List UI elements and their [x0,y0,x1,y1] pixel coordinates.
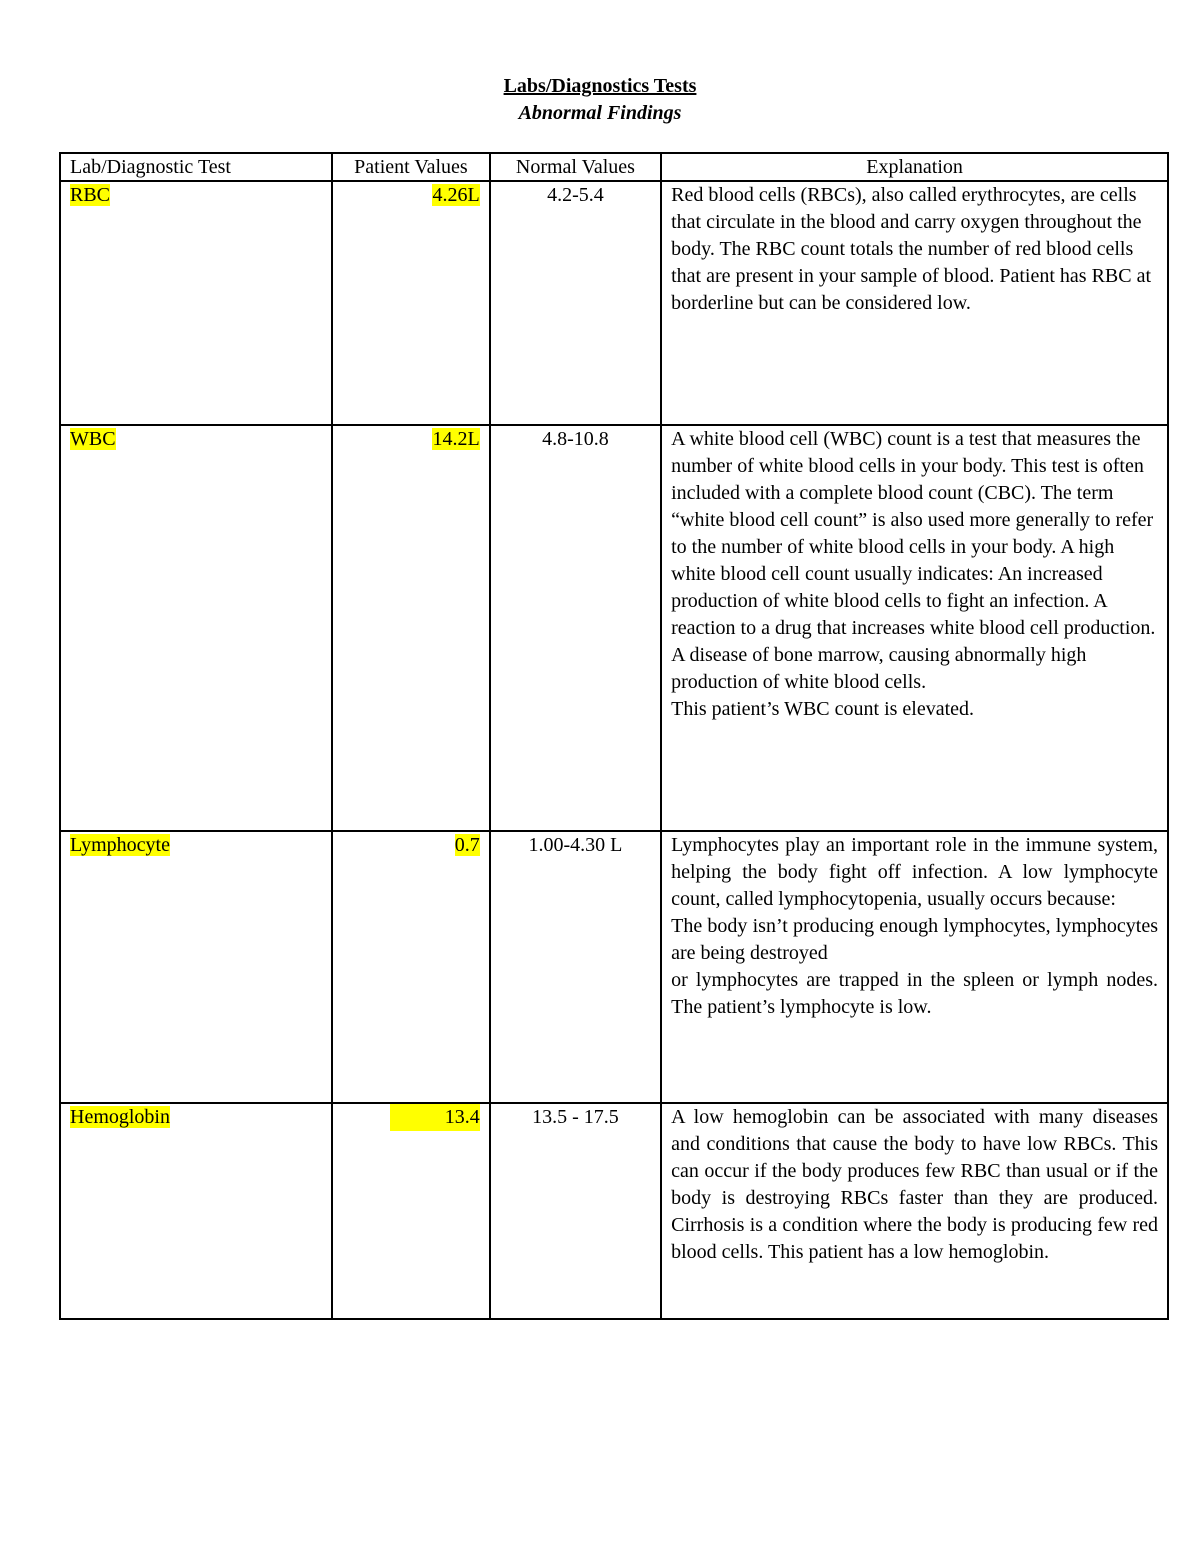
explanation-cell [661,181,1168,425]
explanation-text: A low hemoglobin can be associated with many diseases and conditions that cause the body to have low RBCs. This can occur if the body produces few RBC than usual or if the body is destroying RBCs faster than they are produced. Cirrhosis is a condition where the body is producing few red blood cells. This patient has a low hemoglobin. [671,1106,1158,1263]
explanation-text: A white blood cell (WBC) count is a test that measures the number of white blood cells in your body. This test is often included with a complete blood count (CBC). The term “white blood cell count” is also used more generally to refer to the number of white blood cells in your body. A high white blood cell count usually indicates: An increased production of white blood cells to fight an infection. A reaction to a drug that increases white blood cell production. A disease of bone marrow, causing abnormally high production of white blood cells. [671,428,1156,693]
patient-value-cell [332,1103,490,1319]
normal-value: 4.2-5.4 [490,181,661,425]
table-row [60,831,1168,1103]
patient-value: 13.4 [390,1104,480,1131]
table-header-row [60,153,1168,181]
test-name-cell [60,425,332,831]
explanation-text: Red blood cells (RBCs), also called erythrocytes, are cells that circulate in the blood and carry oxygen throughout the body. The RBC count totals the number of red blood cells that are present in your sample of blood. Patient has RBC at borderline but can be considered low. [671,184,1152,314]
header-test: Lab/Diagnostic Test [60,153,332,181]
document-title: Labs/Diagnostics Tests [503,75,697,97]
document-subtitle: Abnormal Findings [518,102,682,124]
explanation-text: The body isn’t producing enough lymphocytes, lymphocytes are being destroyed [671,915,1158,964]
table-row [60,1103,1168,1319]
patient-value-cell [332,831,490,1103]
patient-value-cell [332,181,490,425]
test-name-cell [60,831,332,1103]
header-explanation: Explanation [661,153,1168,181]
findings-table [59,152,1169,1320]
test-name: Hemoglobin [70,1106,170,1128]
explanation-cell [661,831,1168,1103]
explanation-text: or lymphocytes are trapped in the spleen or lymph nodes. The patient’s lymphocyte is low. [671,969,1158,1018]
test-name: RBC [70,184,111,206]
test-name: WBC [70,428,116,450]
patient-value: 14.2L [432,428,480,450]
test-name-cell [60,181,332,425]
header-normal-values: Normal Values [490,153,661,181]
normal-value: 4.8-10.8 [490,425,661,831]
normal-value: 1.00-4.30 L [490,831,661,1103]
test-name-cell [60,1103,332,1319]
explanation-cell [661,1103,1168,1319]
explanation-text: Lymphocytes play an important role in the immune system, helping the body fight off infection. A low lymphocyte count, called lymphocytopenia, usually occurs because: [671,834,1158,910]
header-patient-values: Patient Values [332,153,490,181]
test-name: Lymphocyte [70,834,170,856]
patient-value: 4.26L [432,184,480,206]
table-row [60,425,1168,831]
table-row [60,181,1168,425]
explanation-cell [661,425,1168,831]
patient-value-cell [332,425,490,831]
normal-value: 13.5 - 17.5 [490,1103,661,1319]
explanation-text: This patient’s WBC count is elevated. [671,698,975,720]
patient-value: 0.7 [454,834,480,856]
